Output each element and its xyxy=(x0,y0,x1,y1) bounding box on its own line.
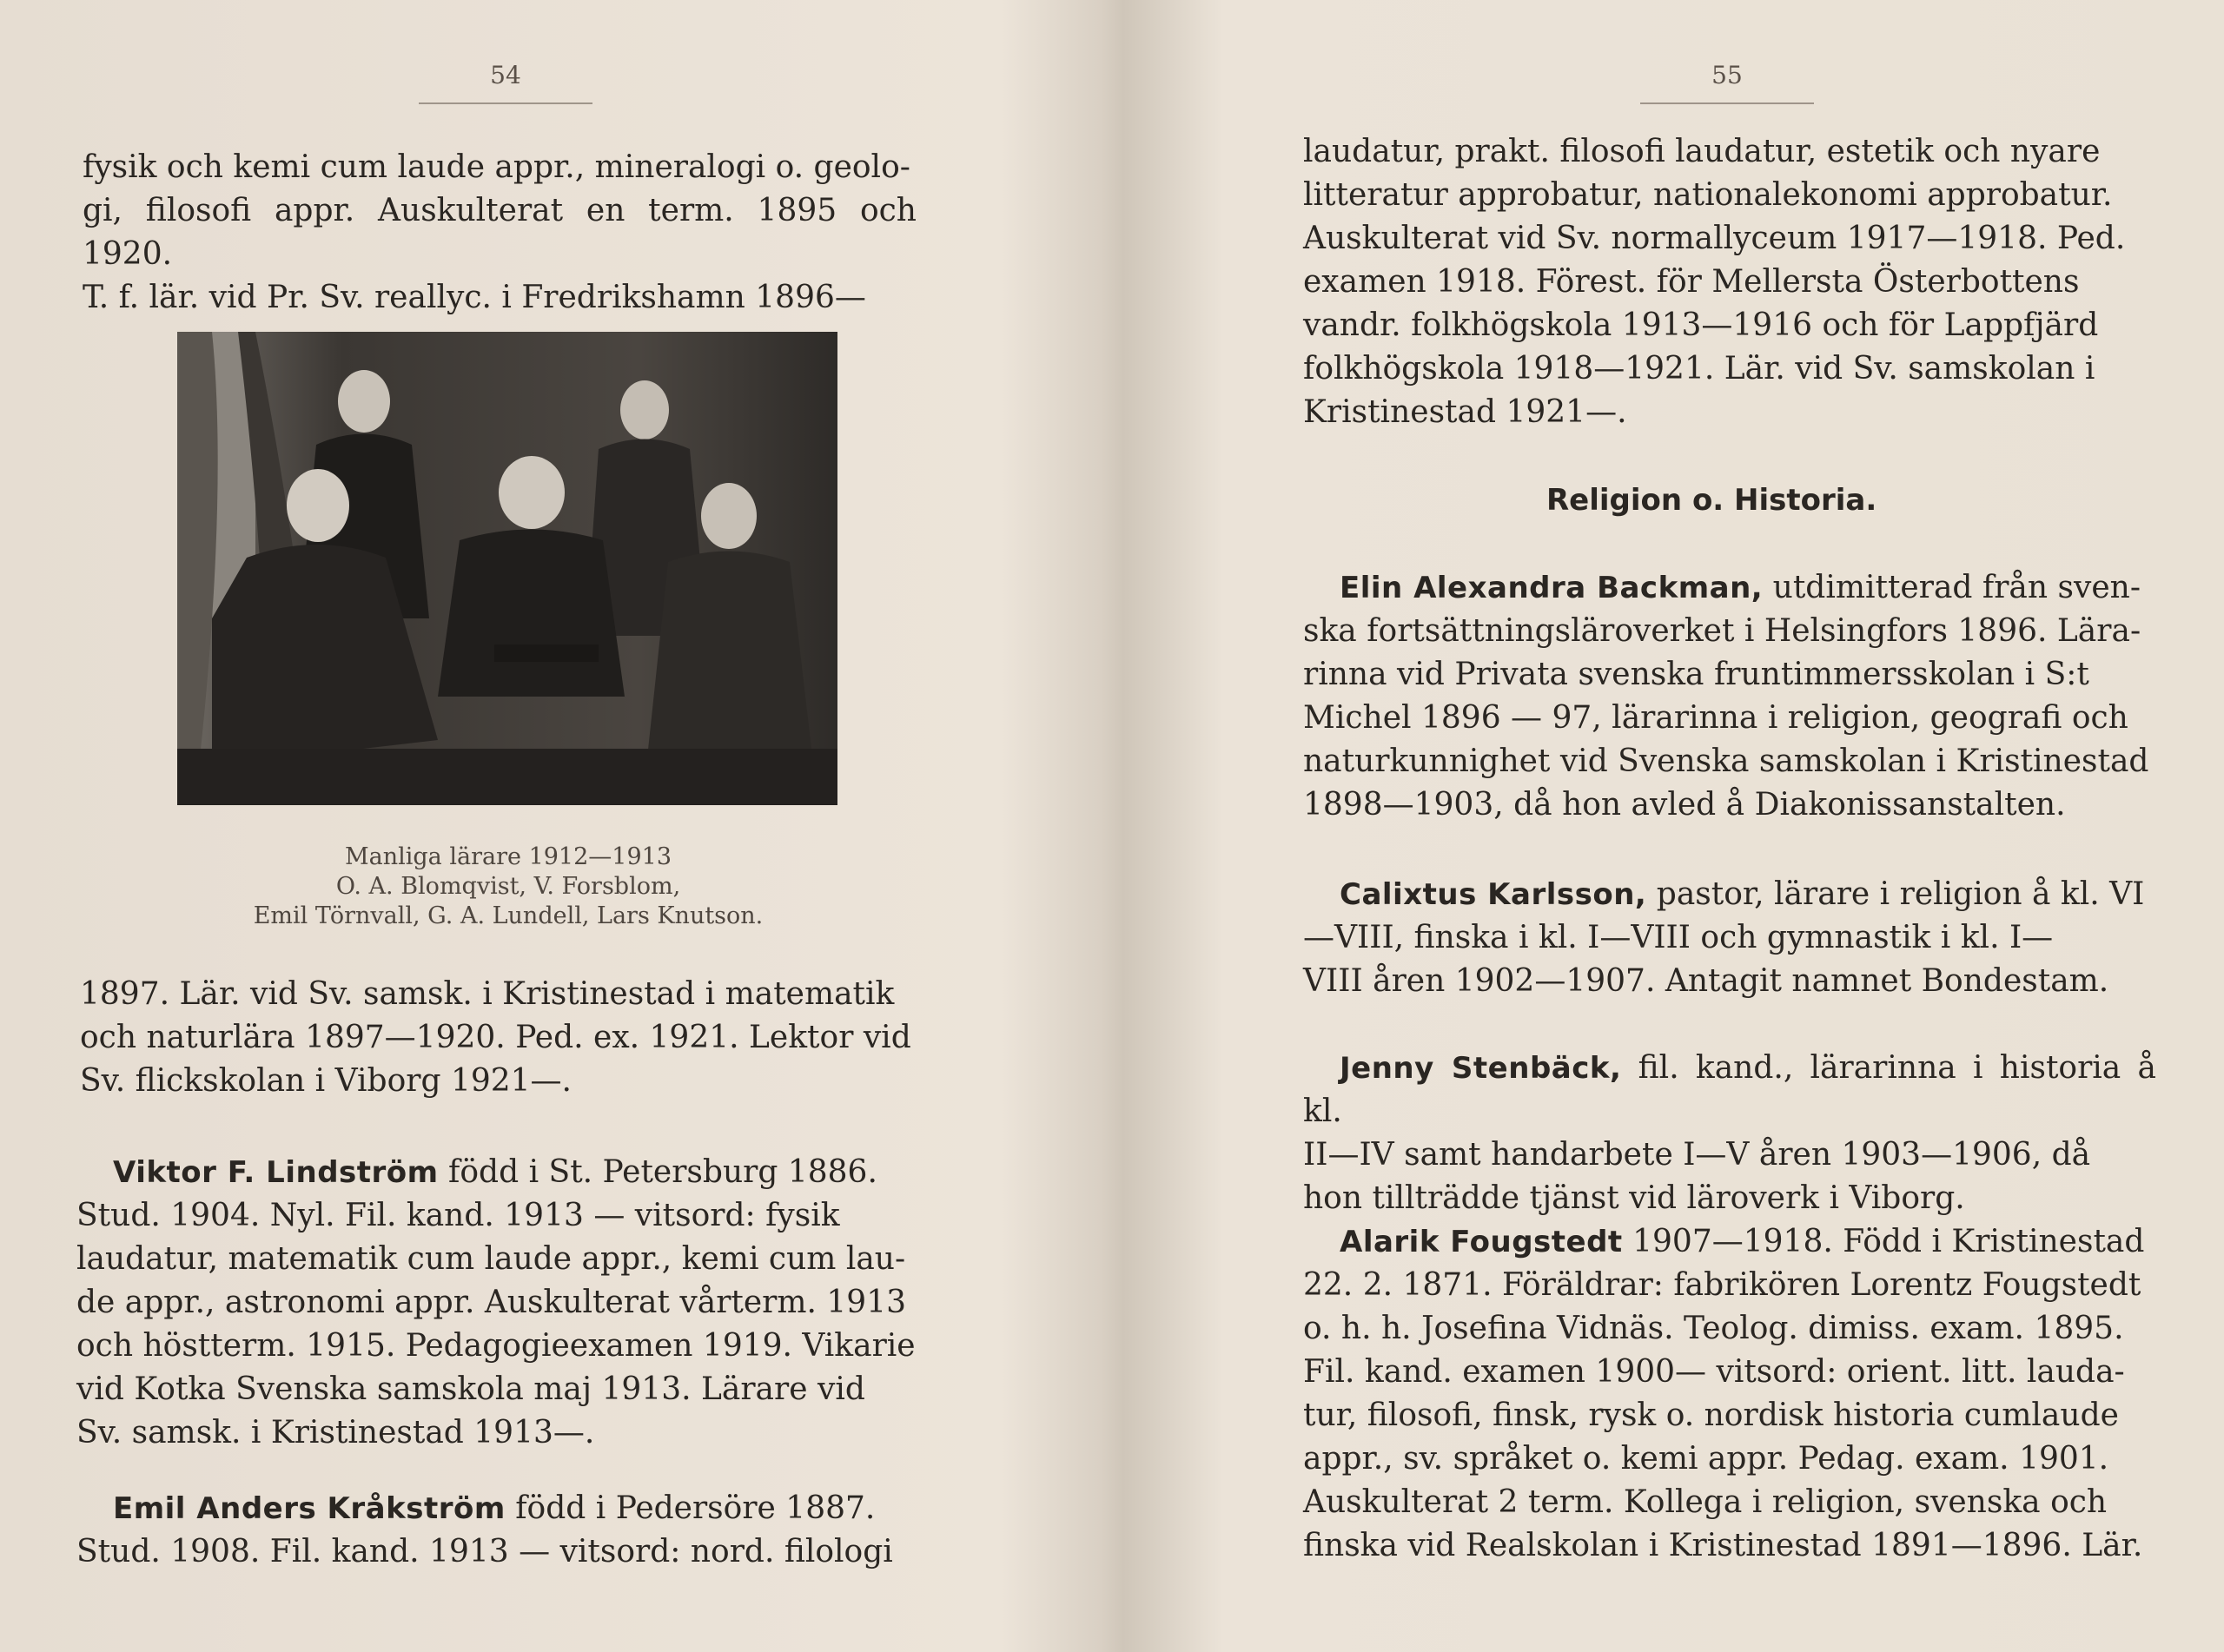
text-line: laudatur, matematik cum laude appr., kemi cum lau- xyxy=(76,1241,906,1277)
person-name: Alarik Fougstedt xyxy=(1340,1225,1623,1259)
text-line: Sv. flickskolan i Viborg 1921—. xyxy=(80,1063,572,1099)
paragraph-after-photo xyxy=(80,973,916,1103)
entry-fougstedt xyxy=(1303,1220,2156,1568)
text-line: VIII åren 1902—1907. Antagit namnet Bondestam. xyxy=(1303,963,2109,999)
person-name: Viktor F. Lindström xyxy=(113,1155,439,1190)
section-heading: Religion o. Historia. xyxy=(1546,483,1877,518)
paragraph-top xyxy=(83,146,917,320)
text-line: rinna vid Privata svenska fruntimmersskolan i S:t xyxy=(1303,657,2089,692)
photo-caption xyxy=(156,843,860,931)
text-line: Kristinestad 1921—. xyxy=(1303,394,1627,430)
text-line: vid Kotka Svenska samskola maj 1913. Lärare vid xyxy=(76,1371,865,1407)
text-line: Fil. kand. examen 1900— vitsord: orient. litt. lauda- xyxy=(1303,1354,2125,1390)
text-line: 1898—1903, då hon avled å Diakonissanstalten. xyxy=(1303,787,2066,823)
entry-stenback xyxy=(1303,1047,2156,1220)
text-line: ska fortsättningsläroverket i Helsingfors 1896. Lära- xyxy=(1303,613,2141,649)
text-line: vandr. folkhögskola 1913—1916 och för Lappfjärd xyxy=(1303,307,2099,343)
text-line: Auskulterat 2 term. Kollega i religion, svenska och xyxy=(1303,1484,2108,1520)
text-line: Stud. 1908. Fil. kand. 1913 — vitsord: nord. filologi xyxy=(76,1534,893,1569)
text-line: —VIII, finska i kl. I—VIII och gymnastik i kl. I— xyxy=(1303,920,2054,955)
text-line: II—IV samt handarbete I—V åren 1903—1906, då xyxy=(1303,1137,2091,1173)
text-line: gi, filosofi appr. Auskulterat en term. 1895 och 1920. xyxy=(83,193,917,272)
text-line: fil. kand., lärarinna i historia å kl. xyxy=(1303,1050,2156,1129)
caption-line: Emil Törnvall, G. A. Lundell, Lars Knutson. xyxy=(253,902,764,929)
text-line: Michel 1896 — 97, lärarinna i religion, geografi och xyxy=(1303,700,2128,736)
entry-backman xyxy=(1303,566,2156,827)
page-number: 54 xyxy=(490,61,521,89)
text-line: 22. 2. 1871. Föräldrar: fabrikören Lorentz Fougstedt xyxy=(1303,1267,2141,1303)
text-line: T. f. lär. vid Pr. Sv. reallyc. i Fredrikshamn 1896— xyxy=(83,280,866,315)
text-line: 1897. Lär. vid Sv. samsk. i Kristinestad i matematik xyxy=(80,976,895,1012)
text-line: fysik och kemi cum laude appr., mineralogi o. geolo- xyxy=(83,149,910,185)
page-number-rule xyxy=(419,102,592,104)
person-name: Elin Alexandra Backman, xyxy=(1340,571,1764,605)
person-name: Emil Anders Kråkström xyxy=(113,1491,506,1526)
text-line: appr., sv. språket o. kemi appr. Pedag. exam. 1901. xyxy=(1303,1441,2109,1477)
entry-lindstrom xyxy=(76,1151,916,1455)
text-line: och höstterm. 1915. Pedagogieexamen 1919. Vikarie xyxy=(76,1328,916,1364)
text-line: folkhögskola 1918—1921. Lär. vid Sv. samskolan i xyxy=(1303,351,2095,387)
text-line: finska vid Realskolan i Kristinestad 1891—1896. Lär. xyxy=(1303,1528,2143,1563)
text-line: laudatur, prakt. filosofi laudatur, estetik och nyare xyxy=(1303,134,2101,169)
person-name: Jenny Stenbäck, xyxy=(1340,1051,1622,1086)
text-line: naturkunnighet vid Svenska samskolan i Kristinestad xyxy=(1303,743,2149,779)
entry-karlsson xyxy=(1303,873,2156,1003)
text-line: 1907—1918. Född i Kristinestad xyxy=(1622,1224,2145,1259)
entry-krakstrom xyxy=(76,1487,916,1574)
page-number: 55 xyxy=(1711,61,1743,89)
text-line: Auskulterat vid Sv. normallyceum 1917—1918. Ped. xyxy=(1303,221,2126,256)
group-photo xyxy=(177,332,837,805)
person-name: Calixtus Karlsson, xyxy=(1340,877,1647,912)
caption-line: Manliga lärare 1912—1913 xyxy=(345,843,672,870)
text-line: tur, filosofi, finsk, rysk o. nordisk historia cumlaude xyxy=(1303,1398,2119,1433)
text-line: född i Pedersöre 1887. xyxy=(505,1490,876,1526)
text-line: Stud. 1904. Nyl. Fil. kand. 1913 — vitsord: fysik xyxy=(76,1198,840,1233)
text-line: och naturlära 1897—1920. Ped. ex. 1921. Lektor vid xyxy=(80,1020,911,1055)
text-line: o. h. h. Josefina Vidnäs. Teolog. dimiss. exam. 1895. xyxy=(1303,1311,2124,1346)
text-line: litteratur approbatur, nationalekonomi approbatur. xyxy=(1303,177,2113,213)
photo-figures xyxy=(177,332,837,805)
caption-line: O. A. Blomqvist, V. Forsblom, xyxy=(335,873,681,900)
text-line: de appr., astronomi appr. Auskulterat vårterm. 1913 xyxy=(76,1285,907,1320)
text-line: hon tillträdde tjänst vid läroverk i Viborg. xyxy=(1303,1180,1965,1216)
text-line: Sv. samsk. i Kristinestad 1913—. xyxy=(76,1415,595,1450)
text-line: utdimitterad från sven- xyxy=(1763,570,2141,605)
text-line: född i St. Petersburg 1886. xyxy=(438,1154,877,1190)
text-line: examen 1918. Förest. för Mellersta Österbottens xyxy=(1303,264,2080,300)
text-line: pastor, lärare i religion å kl. VI xyxy=(1646,876,2145,912)
right-page-entries xyxy=(1112,0,2224,1652)
